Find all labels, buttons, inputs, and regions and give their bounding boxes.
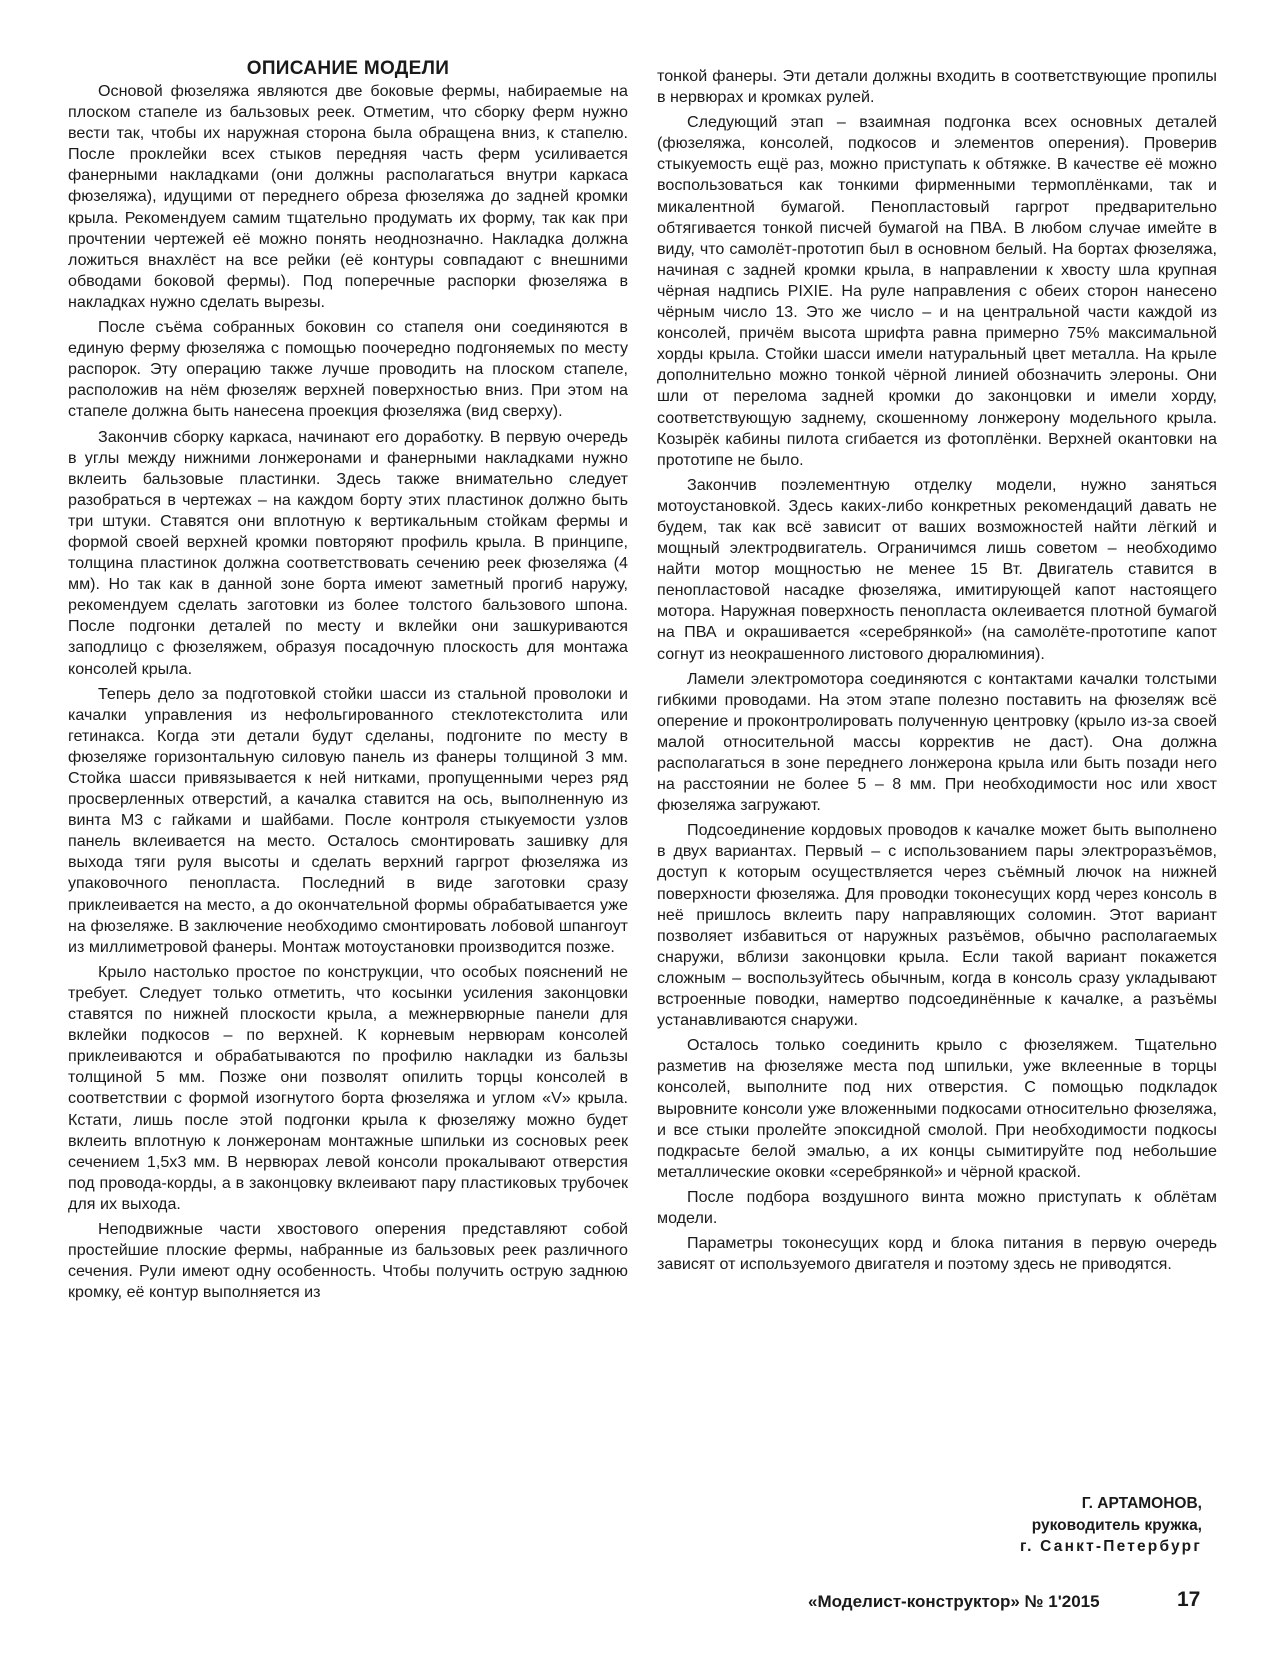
author-signature [1020, 1493, 1202, 1558]
paragraph: Неподвижные части хвостового оперения представляют собой простейшие плоские фермы, набранные из бальзовых реек различного сечения. Рули имеют одну особенность. Чтобы получить острую заднюю кромку, её контур выполняется из [68, 1219, 628, 1302]
author-city: г. Санкт-Петербург [1020, 1538, 1202, 1555]
left-column [68, 58, 628, 1307]
paragraph: Теперь дело за подготовкой стойки шасси из стальной проволоки и качалки управления из нефольгированного стеклотекстолита или гетинакса. Когда эти детали будут сделаны, подгоните по месту в фюзеляже горизонтальную силовую панель из фанеры толщиной 3 мм. Стойка шасси привязывается к ней нитками, пропущенными через ряд просверленных отверстий, а качалка ставится на ось, выполненную из винта М3 с гайками и шайбами. После контроля стыкуемости узлов панель вклеивается на место. Осталось смонтировать зашивку для выхода тяги руля высоты и сделать верхний гаргрот фюзеляжа из упаковочного пенопласта. Последний в виде заготовки сразу приклеивается на место, а до окончательной формы обрабатывается уже на фюзеляже. В заключение необходимо смонтировать лобовой шпангоут из миллиметровой фанеры. Монтаж мотоустановки производится позже. [68, 684, 628, 956]
author-role: руководитель кружка, [1031, 1516, 1202, 1534]
paragraph: Параметры токонесущих корд и блока питания в первую очередь зависят от используемого двигателя и поэтому здесь не приводятся. [657, 1234, 1217, 1274]
article-title: ОПИСАНИЕ МОДЕЛИ [246, 58, 450, 79]
paragraph: Ламели электромотора соединяются с контактами качалки толстыми гибкими проводами. На этом этапе полезно поставить на фюзеляж всё оперение и проконтролировать полученную центровку (крыло из-за своей малой относительной массы корректив не даст). Она должна располагаться в зоне переднего лонжерона крыла или быть позади него на расстоянии не более 5 – 8 мм. При необходимости нос или хвост фюзеляжа загружают. [657, 669, 1217, 815]
paragraph: Крыло настолько простое по конструкции, что особых пояснений не требует. Следует только отметить, что косынки усиления законцовки ставятся по нижней плоскости крыла, а межнервюрные панели для вклейки подкосов – по верхней. К корневым нервюрам консолей приклеиваются и обрабатываются по профилю накладки из бальзы толщиной 5 мм. Позже они позволят опилить торцы консолей в соответствии с формой изогнутого борта фюзеляжа и углом «V» крыла. Кстати, лишь после этой подгонки крыла к фюзеляжу можно будет вклеить вплотную к лонжеронам монтажные шпильки из сосновых реек сечением 1,5х3 мм. В нервюрах левой консоли прокалывают отверстия под провода-корды, а в законцовку вклеивают пару пластиковых трубочек для их выхода. [68, 962, 628, 1213]
page-number: 17 [1177, 1588, 1201, 1611]
right-column [657, 66, 1217, 1279]
paragraph: Закончив сборку каркаса, начинают его доработку. В первую очередь в углы между нижними лонжеронами и фанерными накладками нужно вклеить бальзовые пластинки. Здесь также внимательно следует разобраться в чертежах – на каждом борту этих пластинок должно быть три штуки. Ставятся они вплотную к вертикальным стойкам фермы и формой своей верхней кромки повторяют профиль крыла. В принципе, толщина пластинок должна соответствовать сечению реек фюзеляжа (4 мм). Но так как в данной зоне борта имеют заметный прогиб наружу, рекомендуем сделать заготовки из более толстого бальзового шпона. После подгонки деталей по месту и вклейки они зашкуриваются заподлицо с фюзеляжем, образуя посадочную плоскость для монтажа консолей крыла. [68, 427, 628, 678]
paragraph: Следующий этап – взаимная подгонка всех основных деталей (фюзеляжа, консолей, подкосов и элементов оперения). Проверив стыкуемость ещё раз, можно приступать к обтяжке. В качестве её можно воспользоваться как тонкими фирменными термоплёнками, так и микалентной бумагой. Пенопластовый гаргрот предварительно обтягивается тонкой писчей бумагой на ПВА. В любом случае имейте в виду, что самолёт-прототип был в основном белый. На бортах фюзеляжа, начиная с задней кромки крыла, в направлении к хвосту шла крупная чёрная надпись PIXIE. На руле направления с обеих сторон нанесено чёрным число 13. Это же число – и на центральной части каждой из консолей, причём высота шрифта равна примерно 75% максимальной хорды крыла. Стойки шасси имели натуральный цвет металла. На крыле дополнительно можно тонкой чёрной линией обозначить элероны. Они шли от перелома задней кромки до законцовки и имели хорду, соответствующую заднему, скошенному лонжерону модельного крыла. Козырёк кабины пилота сгибается из фотоплёнки. Верхней окантовки на прототипе не было. [657, 113, 1217, 469]
magazine-footer: «Моделист-конструктор» № 1'2015 [808, 1592, 1100, 1611]
author-name: Г. АРТАМОНОВ, [1081, 1495, 1202, 1512]
paragraph: После подбора воздушного винта можно приступать к облётам модели. [657, 1187, 1217, 1227]
paragraph: Осталось только соединить крыло с фюзеляжем. Тщательно разметив на фюзеляже места под шпильки, уже вклеенные в торцы консолей, выполните под них отверстия. С помощью подкладок выровните консоли уже вложенными подкосами относительно фюзеляжа, и все стыки пролейте эпоксидной смолой. При необходимости подкосы подкрасьте белой эмалью, а их концы сымитируйте под небольшие металлические оковки «серебрянкой» и чёрной краской. [657, 1036, 1217, 1181]
paragraph: Закончив поэлементную отделку модели, нужно заняться мотоустановкой. Здесь каких-либо конкретных рекомендаций давать не будем, так как всё зависит от ваших возможностей найти лёгкий и мощный электродвигатель. Ограничимся лишь советом – необходимо найти мотор мощностью не менее 15 Вт. Двигатель ставится в пенопластовой насадке фюзеляжа, имитирующей капот настоящего мотора. Наружная поверхность пенопласта оклеивается плотной бумагой на ПВА и окрашивается «серебрянкой» (на самолёте-прототипе капот согнут из неокрашенного листового дюралюминия). [657, 475, 1217, 663]
paragraph: Подсоединение кордовых проводов к качалке может быть выполнено в двух вариантах. Первый – с использованием пары электроразъёмов, доступ к которым осуществляется через съёмный лючок на нижней поверхности фюзеляжа. Для проводки токонесущих корд через консоль в неё пришлось вклеить пару направляющих соломин. Этот вариант позволяет избавиться от наружных разъёмов, обычно располагаемых снаружи, вблизи законцовки крыла. Если такой вариант покажется сложным – воспользуйтесь обычным, когда в консоль сразу укладывают встроенные поводки, намертво подсоединённые к качалке, а разъёмы устанавливаются снаружи. [657, 821, 1217, 1030]
paragraph-continuation: тонкой фанеры. Эти детали должны входить в соответствующие пропилы в нервюрах и кромках рулей. [657, 67, 1217, 107]
paragraph: Основой фюзеляжа являются две боковые фермы, набираемые на плоском стапеле из бальзовых реек. Отметим, что сборку ферм нужно вести так, чтобы их наружная сторона была обращена вниз, к стапелю. После проклейки всех стыков передняя часть ферм усиливается фанерными накладками (они должны располагаться внутри каркаса фюзеляжа), идущими от переднего обреза фюзеляжа до задней кромки крыла. Рекомендуем самим тщательно продумать их форму, так как при прочтении чертежей её можно понять неоднозначно. Накладка должна ложиться внахлёст на все рейки (её контуры совпадают с внешними обводами боковой фермы). Под поперечные распорки фюзеляжа в накладках нужно сделать вырезы. [68, 82, 628, 311]
paragraph: После съёма собранных боковин со стапеля они соединяются в единую ферму фюзеляжа с помощью поочередно подгоняемых по месту распорок. Эту операцию также лучше проводить на плоском стапеле, расположив на нём фюзеляж верхней поверхностью вниз. При этом на стапеле должна быть нанесена проекция фюзеляжа (вид сверху). [68, 318, 628, 421]
